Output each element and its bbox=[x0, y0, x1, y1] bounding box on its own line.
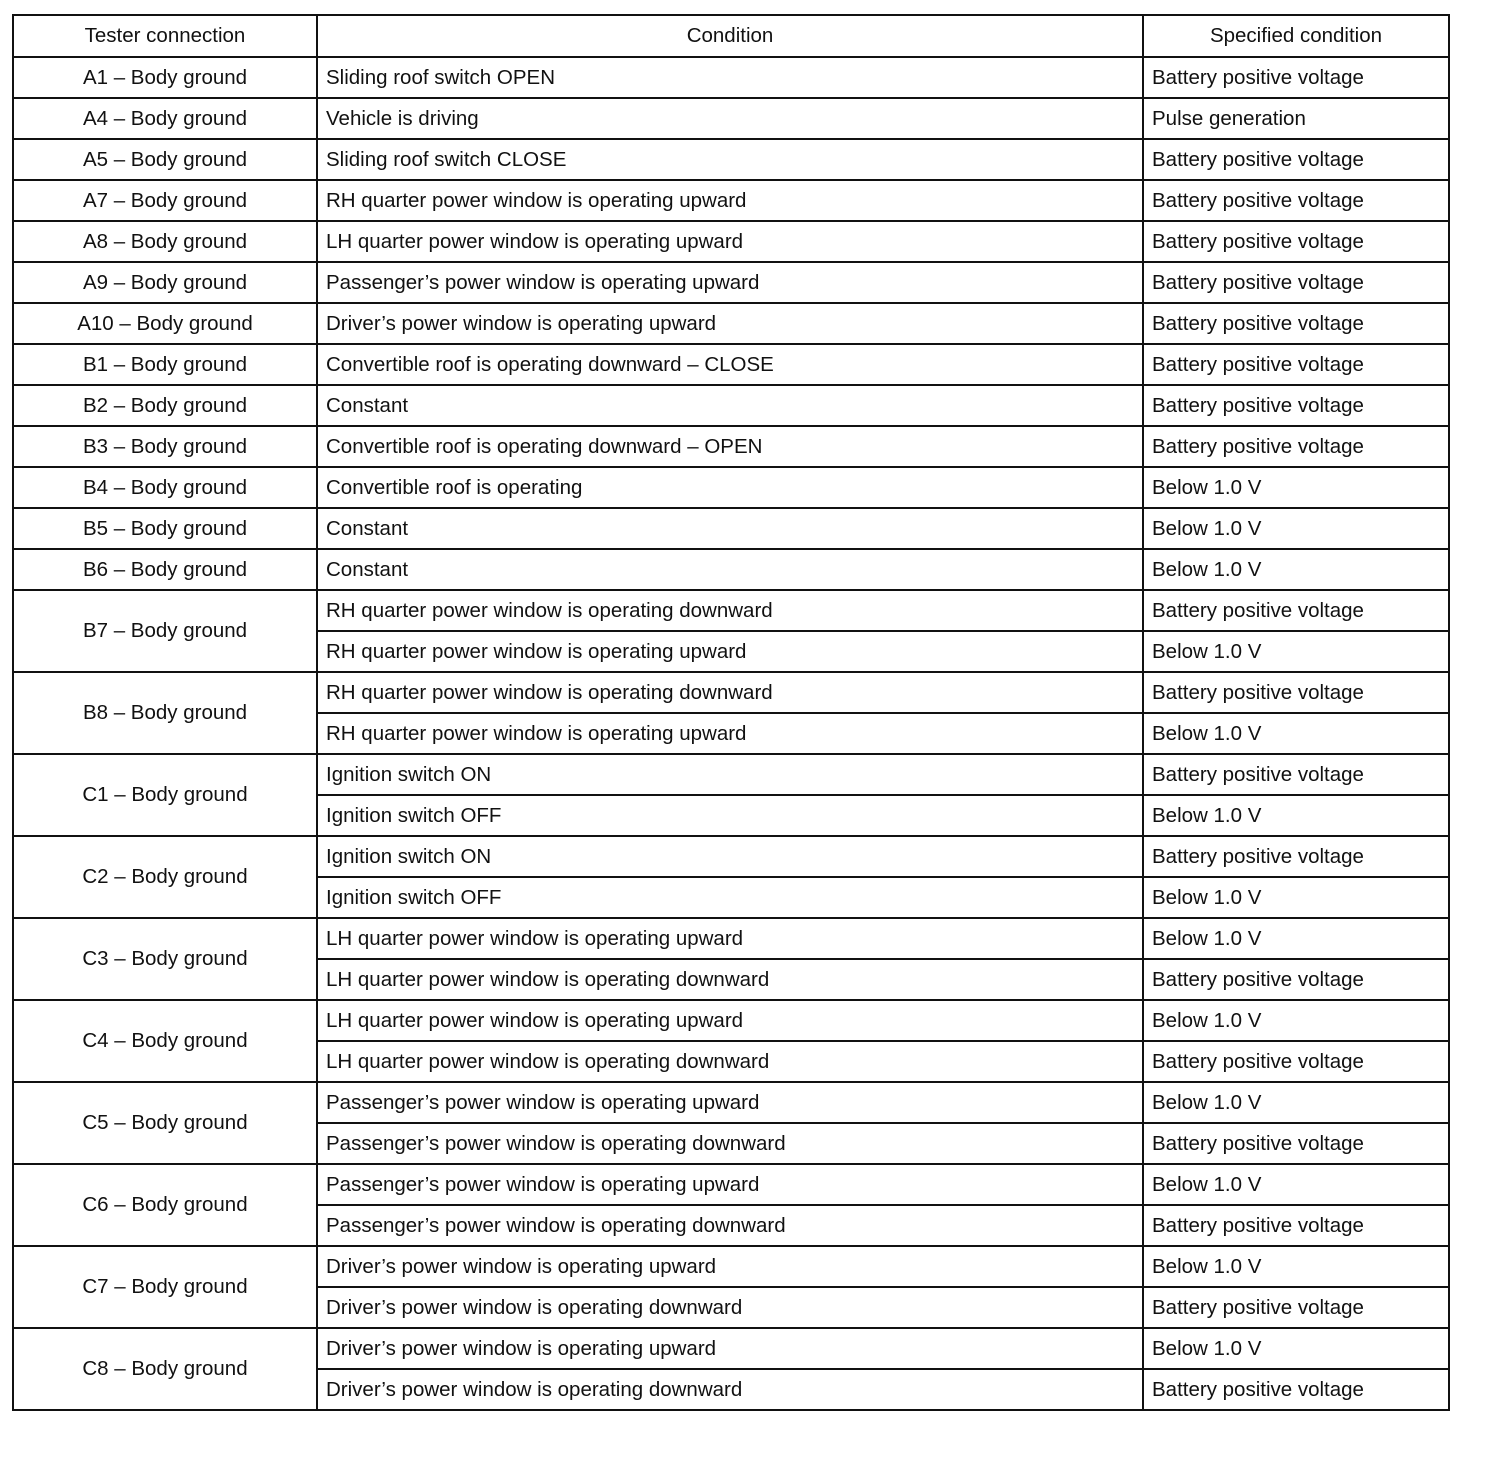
header-specified-condition: Specified condition bbox=[1143, 15, 1449, 57]
specified-condition-cell: Battery positive voltage bbox=[1143, 1123, 1449, 1164]
specified-condition-cell: Battery positive voltage bbox=[1143, 590, 1449, 631]
specified-condition-cell: Battery positive voltage bbox=[1143, 303, 1449, 344]
tester-connection-cell: C7 – Body ground bbox=[13, 1246, 317, 1328]
condition-cell: LH quarter power window is operating upward bbox=[317, 1000, 1143, 1041]
specified-condition-cell: Battery positive voltage bbox=[1143, 1041, 1449, 1082]
condition-cell: Passenger’s power window is operating upward bbox=[317, 1082, 1143, 1123]
specified-condition-cell: Below 1.0 V bbox=[1143, 467, 1449, 508]
specified-condition-cell: Battery positive voltage bbox=[1143, 1287, 1449, 1328]
table-row bbox=[13, 385, 1449, 426]
condition-cell: Sliding roof switch OPEN bbox=[317, 57, 1143, 98]
specified-condition-cell: Below 1.0 V bbox=[1143, 713, 1449, 754]
tester-connection-cell: A9 – Body ground bbox=[13, 262, 317, 303]
tester-connection-cell: C5 – Body ground bbox=[13, 1082, 317, 1164]
condition-cell: Ignition switch OFF bbox=[317, 877, 1143, 918]
condition-cell: Vehicle is driving bbox=[317, 98, 1143, 139]
table-row bbox=[13, 139, 1449, 180]
tester-connection-cell: A10 – Body ground bbox=[13, 303, 317, 344]
specified-condition-cell: Below 1.0 V bbox=[1143, 549, 1449, 590]
table-row bbox=[13, 754, 1449, 795]
tester-connection-cell: C3 – Body ground bbox=[13, 918, 317, 1000]
condition-cell: Driver’s power window is operating upward bbox=[317, 1328, 1143, 1369]
specified-condition-cell: Below 1.0 V bbox=[1143, 1246, 1449, 1287]
condition-cell: Constant bbox=[317, 385, 1143, 426]
table-row bbox=[13, 1082, 1449, 1123]
tester-connection-cell: A8 – Body ground bbox=[13, 221, 317, 262]
specified-condition-cell: Battery positive voltage bbox=[1143, 139, 1449, 180]
table-row bbox=[13, 508, 1449, 549]
tester-connection-cell: C6 – Body ground bbox=[13, 1164, 317, 1246]
condition-cell: Passenger’s power window is operating upward bbox=[317, 1164, 1143, 1205]
condition-cell: RH quarter power window is operating downward bbox=[317, 672, 1143, 713]
specified-condition-cell: Battery positive voltage bbox=[1143, 344, 1449, 385]
table-row bbox=[13, 1000, 1449, 1041]
condition-cell: LH quarter power window is operating upward bbox=[317, 918, 1143, 959]
tester-connection-cell: B4 – Body ground bbox=[13, 467, 317, 508]
condition-cell: Ignition switch ON bbox=[317, 754, 1143, 795]
table-row bbox=[13, 836, 1449, 877]
specified-condition-cell: Below 1.0 V bbox=[1143, 1328, 1449, 1369]
specified-condition-cell: Below 1.0 V bbox=[1143, 1164, 1449, 1205]
specified-condition-cell: Pulse generation bbox=[1143, 98, 1449, 139]
tester-connection-cell: B7 – Body ground bbox=[13, 590, 317, 672]
condition-cell: Convertible roof is operating downward – CLOSE bbox=[317, 344, 1143, 385]
tester-connection-cell: C4 – Body ground bbox=[13, 1000, 317, 1082]
condition-cell: Ignition switch ON bbox=[317, 836, 1143, 877]
condition-cell: Driver’s power window is operating downward bbox=[317, 1287, 1143, 1328]
specified-condition-cell: Battery positive voltage bbox=[1143, 754, 1449, 795]
specified-condition-cell: Battery positive voltage bbox=[1143, 672, 1449, 713]
tester-connection-cell: B1 – Body ground bbox=[13, 344, 317, 385]
table-row bbox=[13, 426, 1449, 467]
specified-condition-cell: Battery positive voltage bbox=[1143, 1369, 1449, 1410]
specified-condition-cell: Battery positive voltage bbox=[1143, 959, 1449, 1000]
specified-condition-cell: Below 1.0 V bbox=[1143, 918, 1449, 959]
table-row bbox=[13, 221, 1449, 262]
table-row bbox=[13, 918, 1449, 959]
tester-connection-cell: B3 – Body ground bbox=[13, 426, 317, 467]
condition-cell: RH quarter power window is operating upward bbox=[317, 631, 1143, 672]
table-body bbox=[13, 57, 1449, 1410]
condition-cell: Ignition switch OFF bbox=[317, 795, 1143, 836]
table-row bbox=[13, 549, 1449, 590]
condition-cell: Sliding roof switch CLOSE bbox=[317, 139, 1143, 180]
table-row bbox=[13, 303, 1449, 344]
condition-cell: Passenger’s power window is operating downward bbox=[317, 1123, 1143, 1164]
condition-cell: RH quarter power window is operating upward bbox=[317, 180, 1143, 221]
table-row bbox=[13, 344, 1449, 385]
specified-condition-cell: Battery positive voltage bbox=[1143, 1205, 1449, 1246]
table-row bbox=[13, 1328, 1449, 1369]
table-row bbox=[13, 467, 1449, 508]
specified-condition-cell: Battery positive voltage bbox=[1143, 836, 1449, 877]
tester-connection-cell: C2 – Body ground bbox=[13, 836, 317, 918]
specified-condition-cell: Below 1.0 V bbox=[1143, 1000, 1449, 1041]
specified-condition-cell: Below 1.0 V bbox=[1143, 508, 1449, 549]
table-row bbox=[13, 1246, 1449, 1287]
tester-connection-cell: B2 – Body ground bbox=[13, 385, 317, 426]
table-header bbox=[13, 15, 1449, 57]
condition-cell: RH quarter power window is operating upward bbox=[317, 713, 1143, 754]
condition-cell: Constant bbox=[317, 549, 1143, 590]
tester-connection-cell: C8 – Body ground bbox=[13, 1328, 317, 1410]
condition-cell: Driver’s power window is operating downward bbox=[317, 1369, 1143, 1410]
tester-connection-table bbox=[12, 14, 1450, 1411]
condition-cell: Constant bbox=[317, 508, 1143, 549]
specified-condition-cell: Battery positive voltage bbox=[1143, 57, 1449, 98]
table-row bbox=[13, 1164, 1449, 1205]
table-row bbox=[13, 180, 1449, 221]
condition-cell: Convertible roof is operating downward – OPEN bbox=[317, 426, 1143, 467]
table-row bbox=[13, 262, 1449, 303]
condition-cell: Driver’s power window is operating upward bbox=[317, 303, 1143, 344]
table-row bbox=[13, 672, 1449, 713]
specified-condition-cell: Battery positive voltage bbox=[1143, 262, 1449, 303]
condition-cell: Driver’s power window is operating upward bbox=[317, 1246, 1143, 1287]
header-row bbox=[13, 15, 1449, 57]
condition-cell: Passenger’s power window is operating downward bbox=[317, 1205, 1143, 1246]
tester-connection-cell: B8 – Body ground bbox=[13, 672, 317, 754]
specified-condition-cell: Battery positive voltage bbox=[1143, 221, 1449, 262]
specified-condition-cell: Battery positive voltage bbox=[1143, 426, 1449, 467]
tester-connection-cell: A1 – Body ground bbox=[13, 57, 317, 98]
specified-condition-cell: Below 1.0 V bbox=[1143, 795, 1449, 836]
tester-connection-cell: A7 – Body ground bbox=[13, 180, 317, 221]
header-tester-connection: Tester connection bbox=[13, 15, 317, 57]
specified-condition-cell: Below 1.0 V bbox=[1143, 631, 1449, 672]
table-row bbox=[13, 98, 1449, 139]
specified-condition-cell: Battery positive voltage bbox=[1143, 385, 1449, 426]
condition-cell: LH quarter power window is operating downward bbox=[317, 959, 1143, 1000]
condition-cell: LH quarter power window is operating upward bbox=[317, 221, 1143, 262]
specified-condition-cell: Battery positive voltage bbox=[1143, 180, 1449, 221]
tester-connection-cell: B6 – Body ground bbox=[13, 549, 317, 590]
condition-cell: Convertible roof is operating bbox=[317, 467, 1143, 508]
table-row bbox=[13, 590, 1449, 631]
table-row bbox=[13, 57, 1449, 98]
condition-cell: Passenger’s power window is operating upward bbox=[317, 262, 1143, 303]
specified-condition-cell: Below 1.0 V bbox=[1143, 1082, 1449, 1123]
condition-cell: RH quarter power window is operating downward bbox=[317, 590, 1143, 631]
tester-connection-cell: B5 – Body ground bbox=[13, 508, 317, 549]
condition-cell: LH quarter power window is operating downward bbox=[317, 1041, 1143, 1082]
tester-connection-cell: A4 – Body ground bbox=[13, 98, 317, 139]
tester-connection-cell: C1 – Body ground bbox=[13, 754, 317, 836]
header-condition: Condition bbox=[317, 15, 1143, 57]
specified-condition-cell: Below 1.0 V bbox=[1143, 877, 1449, 918]
tester-connection-cell: A5 – Body ground bbox=[13, 139, 317, 180]
